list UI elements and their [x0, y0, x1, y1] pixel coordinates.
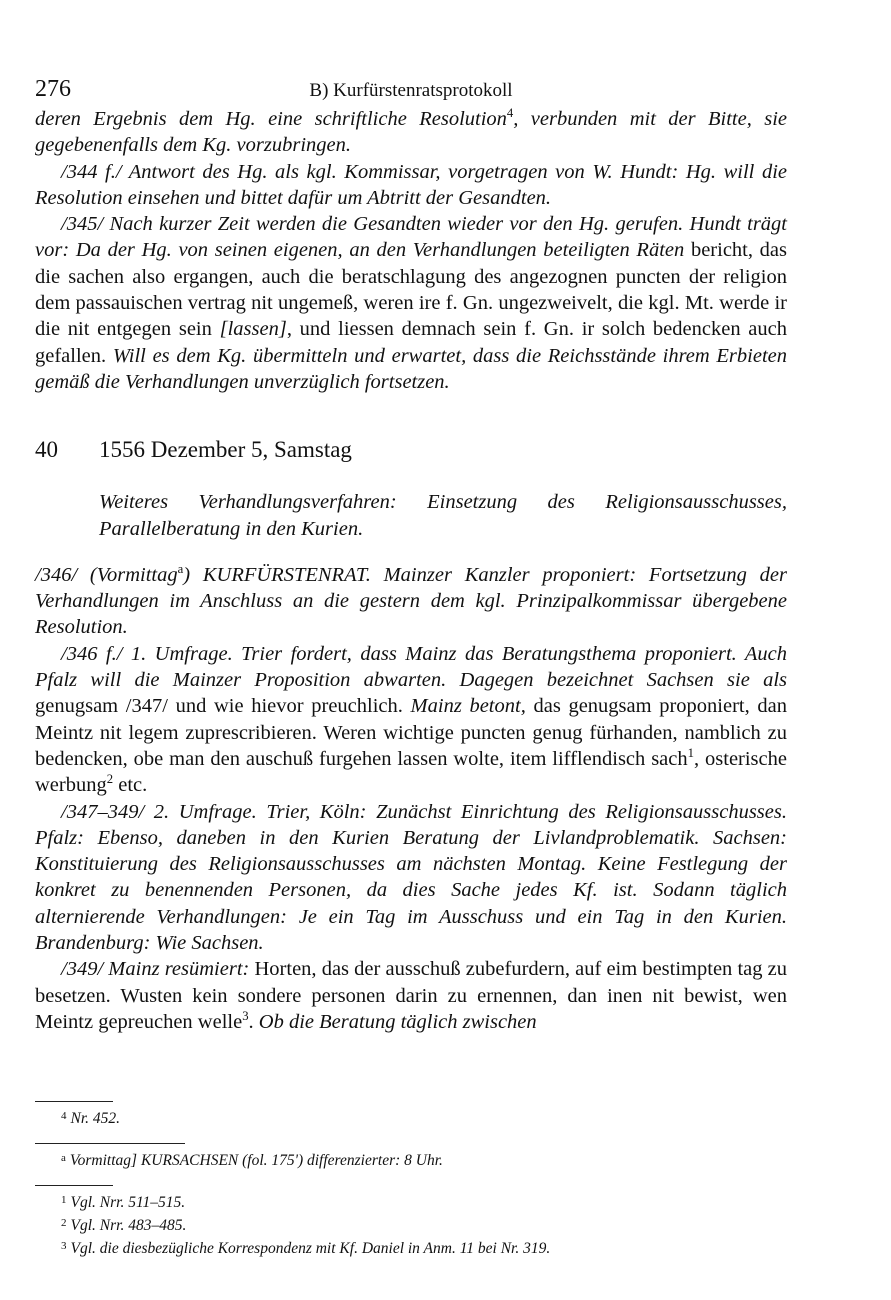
footnote-mark: a: [61, 1152, 66, 1164]
text-italic: /346 f./ 1. Umfrage. Trier fordert, dass Mainz das Beratungsthema proponiert. Auch Pfalz will die Mainzer Proposition abwarten. Dagegen bezeichnet Sachsen sie als: [35, 642, 787, 692]
editorial-insertion: [lassen]: [219, 318, 287, 341]
paragraph: [35, 956, 787, 1035]
footnote-mark: 2: [61, 1217, 67, 1229]
footnote-mark: 3: [61, 1240, 67, 1252]
document-date: 1556 Dezember 5, Samstag: [99, 437, 352, 463]
quoted-source-text: bericht, das die sachen also ergangen, auch die beratschlagung des angezognen puncten der religion dem passauischen vertrag nit ungemeß, weren ire f. Gn. ungezweivelt, die kgl. Mt. werde ir die nit entgegen sein: [35, 239, 787, 341]
footnote-ref[interactable]: a: [177, 562, 184, 577]
footnote-rule: [35, 1101, 113, 1102]
text-italic: , verbunden mit der Bitte, sie gegebenenfalls dem Kg. vorzubringen.: [35, 108, 787, 157]
text-italic: Ob die Beratung täglich zwischen: [258, 1010, 537, 1033]
footnotes-block-apparatus: [35, 1143, 443, 1171]
footnote-text: Nr. 452.: [70, 1110, 121, 1127]
quoted-source-text: Horten, das der ausschuß zubefurdern, auf eim bestimpten tag zu besetzen. Wusten kein sondere personen darin zu ernennen, dan inen nit bewist, wen Meintz gepreuchen welle: [35, 958, 787, 1033]
regest: [99, 489, 787, 542]
paragraph: [35, 106, 787, 159]
text-italic: /349/ Mainz resümiert:: [61, 958, 250, 981]
quoted-source-text: etc.: [113, 774, 148, 797]
document-number: 40: [35, 437, 58, 463]
text-italic: deren Ergebnis dem Hg. eine schriftliche Resolution: [35, 108, 507, 130]
paragraph: [35, 159, 787, 212]
footnote-text: Vormittag] KURSACHSEN (fol. 175') differenzierter: 8 Uhr.: [69, 1152, 443, 1169]
footnote-rule: [35, 1143, 185, 1144]
footnote: [35, 1236, 550, 1259]
paragraph: [35, 799, 787, 957]
footnote-text: Vgl. die diesbezügliche Korrespondenz mit Kf. Daniel in Anm. 11 bei Nr. 319.: [70, 1240, 551, 1257]
text-italic: /345/ Nach kurzer Zeit werden die Gesandten wieder vor den Hg. gerufen. Hundt trägt vor: Da der Hg. von seinen eigenen, an den Verhandlungen beteiligten Räten: [35, 213, 787, 262]
page-header: [35, 74, 787, 104]
text-italic: Mainz betont,: [410, 695, 526, 718]
quoted-source-text: , osterische werbung: [35, 747, 787, 797]
quoted-source-text: .: [248, 1010, 259, 1033]
text-italic: Will es dem Kg. übermitteln und erwartet, dass die Reichsstände ihrem Erbieten gemäß die Verhandlungen unverzüglich fortsetzen.: [35, 344, 787, 393]
footnote-ref[interactable]: 2: [106, 772, 114, 787]
paragraph: [35, 562, 787, 641]
text-italic: /344 f./ Antwort des Hg. als kgl. Kommissar, vorgetragen von W. Hundt: Hg. will die Resolution einsehen und bittet dafür um Abtritt der Gesandten.: [35, 160, 787, 209]
footnote-text: Vgl. Nrr. 511–515.: [70, 1194, 186, 1211]
footnote-ref[interactable]: 3: [242, 1009, 249, 1024]
footnote: [35, 1213, 550, 1236]
footnote-text: Vgl. Nrr. 483–485.: [70, 1217, 187, 1234]
paragraph: [35, 641, 787, 799]
quoted-source-text: genugsam /347/ und wie hievor preuchlich.: [35, 695, 411, 718]
paragraph: [35, 211, 787, 395]
text-italic: /346/ (Vormittag: [35, 563, 178, 586]
footnotes-block-2: [35, 1185, 550, 1259]
footnote: [35, 1106, 120, 1129]
regest-text: Weiteres Verhandlungsverfahren: Einsetzung des Religionsausschusses, Parallelberatung in den Kurien.: [99, 491, 787, 540]
quoted-source-text: , und liessen demnach sein f. Gn. ir solch bedencken auch gefallen.: [35, 318, 787, 367]
running-title: B) Kurfürstenratsprotokoll: [309, 80, 513, 101]
footnote-ref[interactable]: 4: [506, 106, 514, 121]
page-number: 276: [35, 76, 71, 102]
footnote-mark: 4: [61, 1110, 67, 1122]
text-italic: ) KURFÜRSTENRAT. Mainzer Kanzler proponiert: Fortsetzung der Verhandlungen im Anschluss an die gestern dem kgl. Prinzipalkommissar übergebene Resolution.: [35, 563, 787, 639]
footnote: [35, 1148, 443, 1171]
document-page: [35, 74, 787, 1035]
footnote: [35, 1190, 550, 1213]
footnote-ref[interactable]: 1: [687, 746, 694, 761]
footnote-mark: 1: [61, 1194, 67, 1206]
footnote-rule: [35, 1185, 113, 1186]
text-italic: /347–349/ 2. Umfrage. Trier, Köln: Zunächst Einrichtung des Religionsausschusses. Pfalz: Ebenso, daneben in den Kurien Beratung der Livlandproblematik. Sachsen: Konstituierung des Religionsausschusses am nächsten Montag. Keine Festlegung der konkret zu benennenden Personen, da dies Sache jedes Kf. ist. Sodann täglich alternierende Verhandlungen: Je ein Tag im Ausschuss und ein Tag in den Kurien. Brandenburg: Wie Sachsen.: [35, 800, 787, 955]
quoted-source-text: das genugsam proponiert, dan Meintz nit legem zuprescribieren. Weren wichtige puncten genug fürhanden, namblich zu bedencken, obe man den auschuß furgehen lassen wolte, item lifflendisch sach: [35, 695, 788, 770]
document-heading: [35, 435, 787, 465]
footnotes-block-1: [35, 1101, 120, 1129]
